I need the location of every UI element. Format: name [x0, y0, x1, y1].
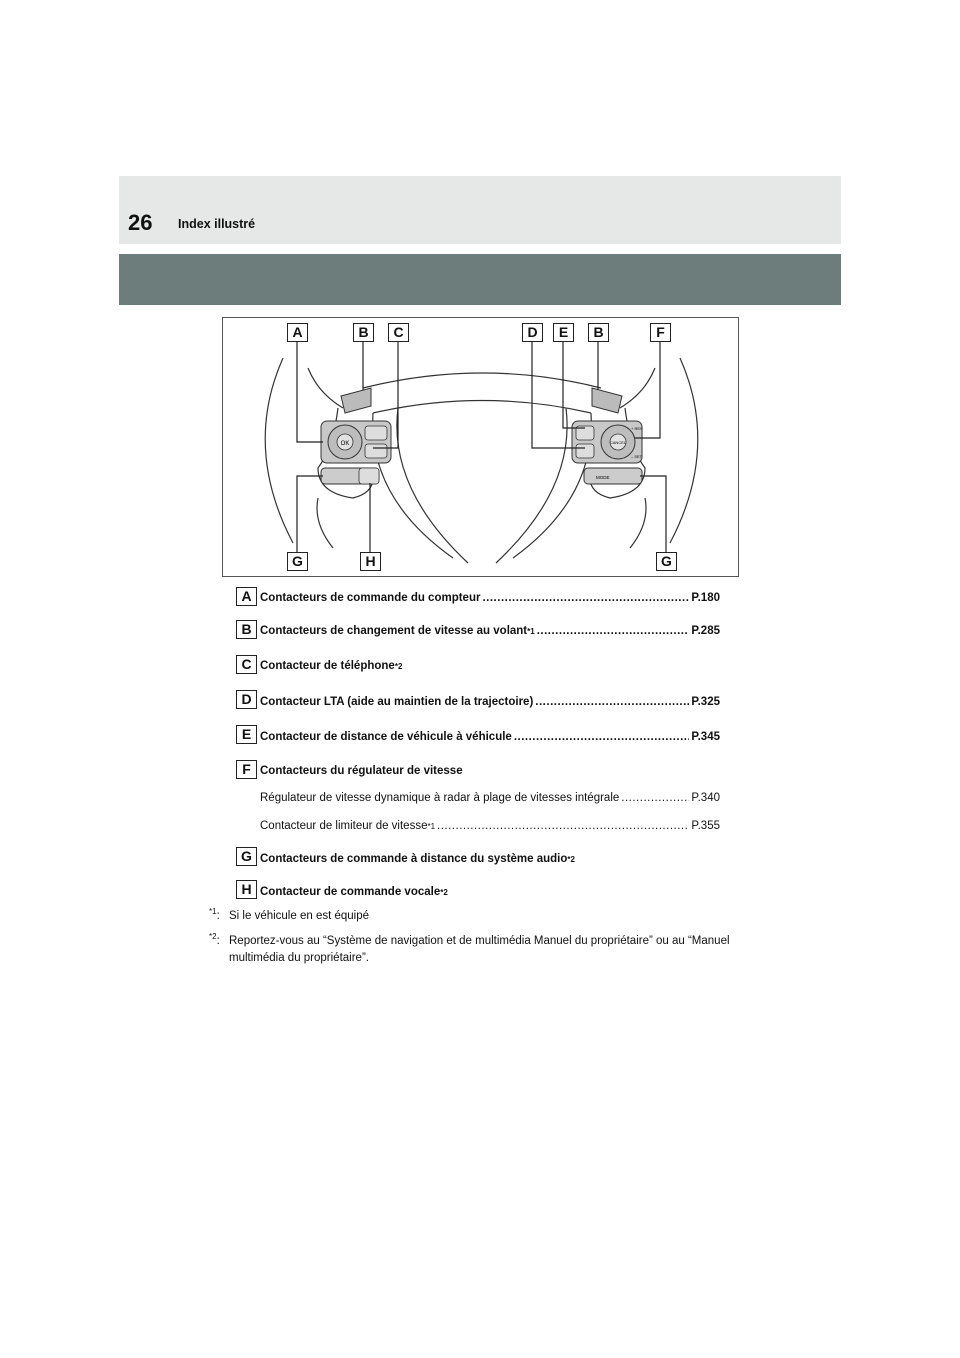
ok-label: OK	[340, 441, 350, 447]
legend-text: Contacteurs de commande du compteur	[260, 592, 481, 604]
legend-text: Contacteurs de changement de vitesse au volant	[260, 625, 528, 637]
page-reference[interactable]: P.345	[691, 731, 720, 743]
legend-text: Contacteur de commande vocale	[260, 886, 441, 898]
legend-letter: A	[236, 587, 257, 606]
legend-letter: H	[236, 880, 257, 899]
legend-line-e	[260, 731, 720, 745]
legend-letter: D	[236, 690, 257, 709]
figure-label-b-left: B	[353, 323, 374, 342]
sub-item-text: Contacteur de limiteur de vitesse	[260, 820, 428, 832]
legend-letter: G	[236, 847, 257, 866]
sub-item-text: Régulateur de vitesse dynamique à radar à plage de vitesses intégrale	[260, 792, 620, 804]
figure-label-h: H	[360, 552, 381, 571]
steering-wheel-illustration	[223, 318, 740, 578]
figure-label-a: A	[287, 323, 308, 342]
legend-text: Contacteurs du régulateur de vitesse	[260, 765, 463, 777]
page-reference[interactable]: P.180	[691, 592, 720, 604]
legend-letter: E	[236, 725, 257, 744]
legend-text: Contacteur de distance de véhicule à véhicule	[260, 731, 512, 743]
legend-text: Contacteur LTA (aide au maintien de la trajectoire)	[260, 696, 534, 708]
page-reference[interactable]: P.355	[691, 820, 720, 832]
section-bar	[119, 254, 841, 305]
footnote-text: Si le véhicule en est équipé	[229, 910, 370, 922]
legend-letter: F	[236, 760, 257, 779]
page-reference[interactable]: P.340	[691, 792, 720, 804]
set-label: – SET	[631, 454, 643, 459]
mode-label: MODE	[596, 475, 610, 480]
legend-line-d	[260, 696, 720, 710]
page-reference[interactable]: P.285	[691, 625, 720, 637]
figure-label-f: F	[650, 323, 671, 342]
figure-label-e: E	[553, 323, 574, 342]
footnote-2	[209, 933, 769, 969]
legend-letter: C	[236, 655, 257, 674]
section-title: Index illustré	[178, 217, 256, 231]
steering-wheel-figure	[222, 317, 739, 577]
figure-label-g-left: G	[287, 552, 308, 571]
footnote-separator: :	[216, 935, 220, 947]
legend-text: Contacteurs de commande à distance du système audio	[260, 853, 568, 865]
figure-label-c: C	[388, 323, 409, 342]
sub-item-speed-limiter: Contacteur de limiteur de vitesse *1 ..... P.355	[260, 820, 720, 834]
footnote-1	[209, 908, 769, 926]
figure-label-b-right: B	[588, 323, 609, 342]
footnote-mark: *1	[209, 907, 217, 917]
sub-item-radar-cruise	[260, 792, 720, 806]
legend-line-a	[260, 592, 720, 606]
figure-label-d: D	[522, 323, 543, 342]
page-number: 26	[128, 210, 153, 235]
legend-text: Contacteur de téléphone	[260, 660, 395, 672]
footnote-text: Reportez-vous au “Système de navigation et de multimédia Manuel du propriétaire” ou au “Manuel multimédia du propriétaire”.	[229, 935, 730, 964]
footnote-separator: :	[216, 910, 220, 922]
header-band	[119, 176, 841, 244]
figure-label-g-right: G	[656, 552, 677, 571]
legend-line-h: Contacteur de commande vocale *2	[260, 886, 448, 898]
legend-line-c: Contacteur de téléphone *2	[260, 660, 403, 672]
page-reference[interactable]: P.325	[691, 696, 720, 708]
legend-line-g: Contacteurs de commande à distance du système audio *2	[260, 853, 575, 865]
res-label: + RES	[631, 426, 643, 431]
cancel-label: CANCEL	[609, 440, 627, 445]
footnote-mark: *2	[209, 932, 217, 942]
legend-letter: B	[236, 620, 257, 639]
legend-line-b: Contacteurs de changement de vitesse au volant *1 ..... P.285	[260, 625, 720, 639]
legend-line-f	[260, 765, 463, 779]
